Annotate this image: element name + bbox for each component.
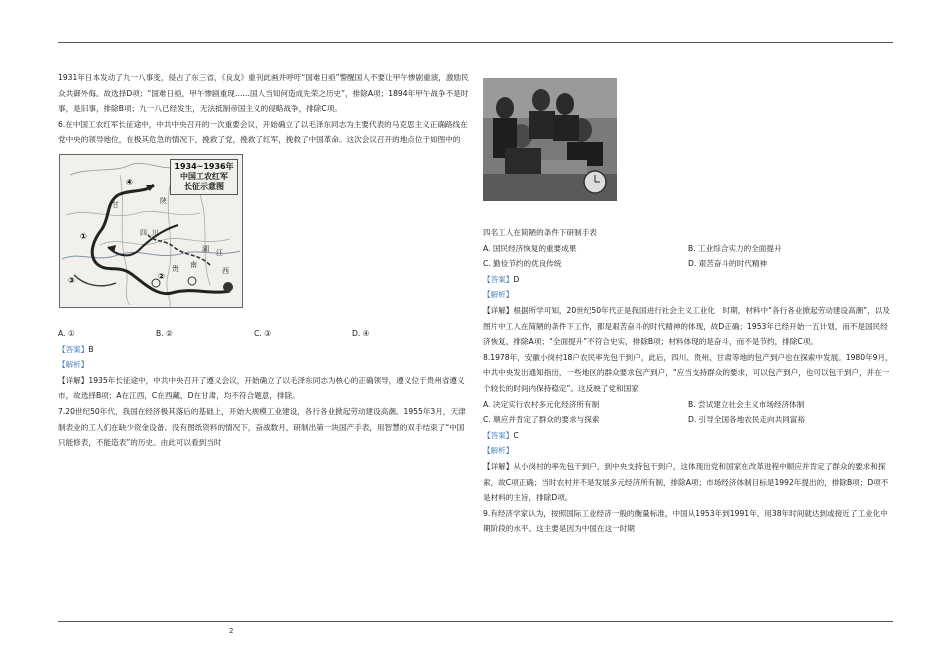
map-title — [170, 159, 238, 195]
map-label-gan: 甘 — [112, 200, 119, 209]
question-6: 6.在中国工农红军长征途中，中共中央召开的一次重要会议，开始确立了以毛泽东同志为主要代表的马克思主义正确路线在党中央的领导地位，在极其危急的情况下，挽救了党，挽救了红军，挽救了中国革命。这次会议召开的地点位于如图中的 — [58, 119, 468, 145]
photo-drawing — [483, 78, 617, 201]
map-label-shaan: 陕 — [160, 196, 167, 205]
map-label-xi: 西 — [222, 266, 229, 275]
answer-label: 【答案】 — [483, 430, 514, 440]
question-8: 8.1978年，安徽小岗村18户农民率先包干到户，此后，四川、贵州、甘肃等地的包产到户也在探索中发展。1980年9月，中共中央发出通知指出，一些地区的群众要求包产到户，“应当支持群众的要求，可以包产到户，也可以包干到户，并在一个较长的时间内保持稳定”。这反映了党和国家 — [483, 352, 893, 393]
q8-answer-value: C — [513, 430, 519, 440]
q8-option-b: B. 尝试建立社会主义市场经济体制 — [688, 399, 805, 409]
q7-answer — [483, 272, 893, 288]
q8-option-c: C. 顺应并肯定了群众的要求与探索 — [483, 415, 600, 425]
analysis-label: 【解析】 — [483, 446, 514, 456]
answer-label: 【答案】 — [58, 344, 89, 354]
detail-label: 【详解】 — [483, 305, 514, 315]
map-marker-3: ③ — [68, 275, 75, 285]
map-title-years: 1934~1936年 — [174, 161, 234, 171]
left-column — [58, 70, 470, 451]
question-7: 7.20世纪50年代，我国在经济极其落后的基础上，开始大规模工业建设，各行各业掀起劳动建设高潮。1955年3月，天津制表业的工人们在缺少资金设备、没有图纸资料的情况下，奋战数月，研制出第一块国产手表，用智慧的双手结束了“中国只能修表，不能造表”的历史。由此可以看到当时 — [58, 406, 466, 448]
q8-option-a: A. 决定实行农村多元化经济所有制 — [483, 399, 600, 409]
map-label-jiang: 江 — [216, 248, 223, 257]
analysis-label: 【解析】 — [58, 360, 89, 370]
q8-answer — [483, 428, 893, 444]
q8-detail — [483, 459, 893, 506]
q8-detail-text: 从小岗村的率先包干到户，到中央支持包干到户，这体现出党和国家在改革进程中顺应并肯定了群众的要求和探索，故C项正确；当时农村并不是发展多元经济所有制，排除A项；市场经济体制目标是1992年提出的，排除B项；D项不是材料的主旨，排除D项。 — [483, 461, 889, 503]
q6-option-d: D. ④ — [352, 328, 370, 338]
analysis-label: 【解析】 — [483, 290, 514, 300]
map-marker-2: ② — [158, 271, 165, 281]
footer-rule — [58, 621, 893, 622]
q7-answer-value: D — [513, 274, 520, 284]
map-marker-4: ④ — [126, 177, 133, 187]
map-title-line1: 中国工农红军 — [180, 171, 228, 181]
page-number: 2 — [229, 627, 234, 635]
detail-label: 【详解】 — [483, 461, 514, 471]
q6-analysis — [58, 357, 470, 373]
q8-option-d: D. 引导全国各地农民走向共同富裕 — [688, 415, 805, 425]
q6-option-c: C. ③ — [254, 328, 271, 338]
q7-option-a: A. 国民经济恢复的重要成果 — [483, 243, 577, 253]
q8-analysis — [483, 443, 893, 459]
q8-options-row2 — [483, 412, 893, 428]
map-label-chuan: 川 — [152, 228, 159, 237]
answer-label: 【答案】 — [483, 274, 514, 284]
map-title-line2: 长征示意图 — [184, 181, 224, 191]
header-rule — [58, 42, 893, 43]
map-marker-1: ① — [80, 231, 87, 241]
q7-analysis — [483, 287, 893, 303]
photo-caption: 四名工人在简陋的条件下研制手表 — [483, 228, 597, 237]
q6-options — [58, 326, 470, 342]
paragraph-q5-explanation: 1931年日本发动了九一八事变，侵占了东三省，《良友》重刊此画并呼吁“国难日亟”警醒国人不要让甲午惨剧重演，激励民众共御外侮。故选择D项；“国难日亟，甲午惨剧重现……国人当知何造成先荣之历史”，排除A项；1894年甲午战争不是时事，是旧事，排除B项；九一八已经发生，无法抵制帝国主义的侵略战争，排除C项。 — [58, 73, 469, 114]
q6-detail — [58, 373, 470, 404]
q7-detail-text: 根据所学可知，20世纪50年代正是我国进行社会主义工业化 时期，材料中“各行各业掀起劳动建设高潮”，以及图片中工人在简陋的条件下工作，都是艰苦奋斗的时代精神的体现，故D正确；1953年已经开始一五计划，而不是国民经济恢复，排除A项；“全面提升”不符合史实，排除B项；材料体现的是奋斗，而不是节约，排除C项。 — [483, 305, 890, 347]
q7-option-d: D. 艰苦奋斗的时代精神 — [688, 259, 768, 269]
q6-option-a: A. ① — [58, 328, 75, 338]
map-label-gui: 贵 — [172, 264, 179, 273]
watch-workers-photo — [483, 78, 617, 201]
q7-options-row2 — [483, 256, 893, 272]
q7-option-b: B. 工业综合实力的全面提升 — [688, 243, 782, 253]
q7-option-c: C. 勤俭节约的优良传统 — [483, 259, 562, 269]
detail-label: 【详解】 — [58, 375, 89, 385]
question-9: 9.有经济学家认为，按照国际工业经济一般的衡量标准，中国从1953年到1991年，用38年时间就达到或接近了工业化中期阶段的水平。这主要是因为中国在这一时期 — [483, 508, 888, 534]
map-label-hu: 湖 — [202, 244, 209, 253]
q6-answer — [58, 342, 470, 358]
q7-options-row1 — [483, 241, 893, 257]
q8-options-row1 — [483, 397, 893, 413]
q7-detail — [483, 303, 893, 350]
map-label-nan: 南 — [190, 260, 197, 269]
q6-detail-text: 1935年长征途中，中共中央召开了遵义会议，开始确立了以毛泽东同志为核心的正确领导，遵义位于贵州省遵义市，故选择B项；A在江西，C在西藏，D在甘肃，均不符合题意，排除。 — [58, 375, 465, 401]
map-label-si: 四 — [140, 228, 147, 237]
q6-option-b: B. ② — [156, 328, 173, 338]
long-march-map — [59, 154, 243, 308]
q6-answer-value: B — [88, 344, 94, 354]
right-column — [483, 70, 893, 537]
